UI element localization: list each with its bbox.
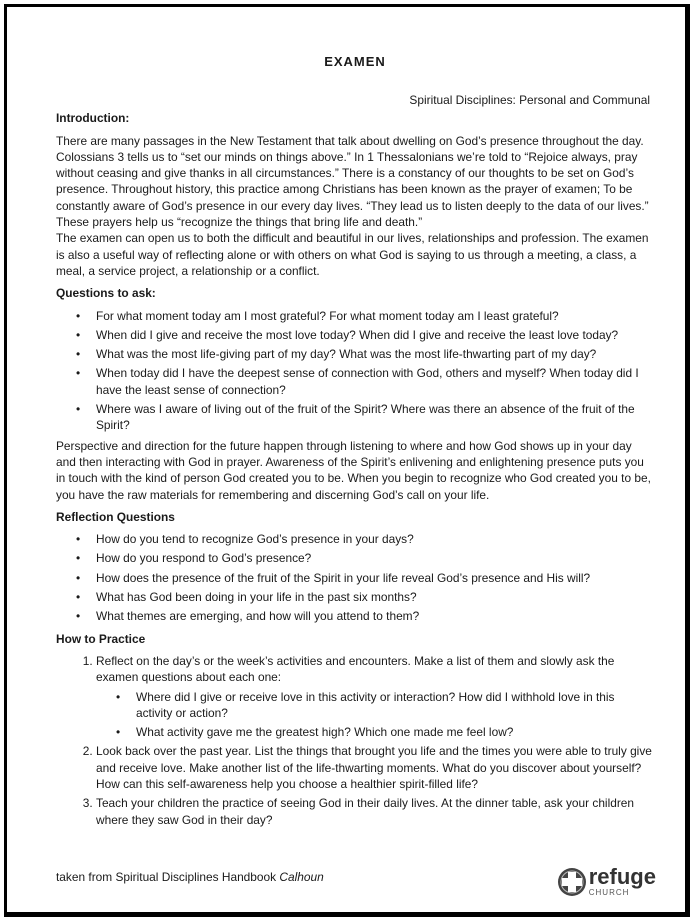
practice-step	[96, 653, 654, 740]
list-item: • Where did I give or receive love in this activity or interaction? How did I withhold love in this activity or action?	[136, 689, 654, 722]
practice-step: 2. Look back over the past year. List the things that brought you life and the times you were able to truly give and receive love. Make another list of the life-thwarting moments. What do you discover about yourself? How can this self-awareness help you choose a healthier spirit-filled life?	[96, 743, 654, 792]
list-item: • For what moment today am I most grateful? For what moment today am I least grateful?	[96, 308, 654, 324]
list-item: • What has God been doing in your life in the past six months?	[96, 589, 654, 605]
list-item: • How do you respond to God’s presence?	[96, 550, 654, 566]
list-item: • What was the most life-giving part of my day? What was the most life-thwarting part of my day?	[96, 346, 654, 362]
page-title: EXAMEN	[324, 54, 386, 69]
list-item: • How do you tend to recognize God’s presence in your days?	[96, 531, 654, 547]
intro-paragraph: There are many passages in the New Testament that talk about dwelling on God’s presence throughout the day. Colossians 3 tells us to “set our minds on things above.” In 1 Thessalonians we’re told to “Rejoice always, pray without ceasing and give thanks in all circumstances.” There is a constancy of our thoughts to be set on God’s presence. Throughout history, this practice among Christians has been known as the prayer of examen; To be constantly aware of God’s presence in our every day lives. “They lead us to listen deeply to the data of our lives.” These prayers help us “recognize the things that bring life and death.”	[56, 133, 649, 230]
document-body	[56, 52, 654, 828]
list-item: • When today did I have the deepest sense of connection with God, others and myself? When today did I have the least sense of connection?	[96, 365, 654, 398]
practice-list	[56, 653, 654, 828]
intro-paragraph: The examen can open us to both the difficult and beautiful in our lives, relationships and profession. The examen is also a useful way of reflecting alone or with others on what God is saying to us through a meeting, a class, a meal, a service project, a relationship or a conflict.	[56, 231, 649, 278]
introduction-heading: Introduction:	[56, 111, 130, 126]
source-citation	[56, 866, 324, 885]
page-border	[4, 4, 690, 917]
source-text: taken from Spiritual Disciplines Handbook	[56, 869, 280, 884]
list-item: • How does the presence of the fruit of the Spirit in your life reveal God’s presence and His will?	[96, 570, 654, 586]
step-text: Reflect on the day’s or the week’s activities and encounters. Make a list of them and slowly ask the examen questions about each one:	[96, 653, 615, 685]
list-item: • When did I give and receive the most love today? When did I give and receive the least love today?	[96, 327, 654, 343]
reflection-heading: Reflection Questions	[56, 509, 175, 524]
logo-subword: CHURCH	[588, 887, 630, 897]
perspective-paragraph: Perspective and direction for the future happen through listening to where and how God shows up in your day and then interacting with God in prayer. Awareness of the Spirit’s enlivening and enlightening presence puts you in touch with the kind of person God created you to be. When you begin to recognize who God created you to be, you have the raw materials for remembering and discerning God’s call on your life.	[56, 438, 651, 502]
subtitle: Spiritual Disciplines: Personal and Communal	[409, 93, 650, 107]
step-sublist	[96, 689, 654, 741]
cross-circle-icon	[557, 867, 587, 897]
questions-heading: Questions to ask:	[56, 286, 156, 301]
refuge-church-logo	[557, 863, 656, 898]
list-item: • What activity gave me the greatest high? Which one made me feel low?	[136, 724, 654, 740]
practice-step: 3. Teach your children the practice of seeing God in their daily lives. At the dinner table, ask your children where they saw God in their day?	[96, 795, 654, 828]
list-item: • What themes are emerging, and how will you attend to them?	[96, 608, 654, 624]
questions-list	[56, 308, 654, 434]
practice-heading: How to Practice	[56, 631, 146, 646]
list-item: • Where was I aware of living out of the fruit of the Spirit? Where was there an absence of the fruit of the Spirit?	[96, 401, 654, 434]
footer-row	[56, 863, 656, 898]
logo-word: refuge	[588, 863, 656, 889]
reflection-list	[56, 531, 654, 624]
source-author: Calhoun	[279, 869, 324, 884]
